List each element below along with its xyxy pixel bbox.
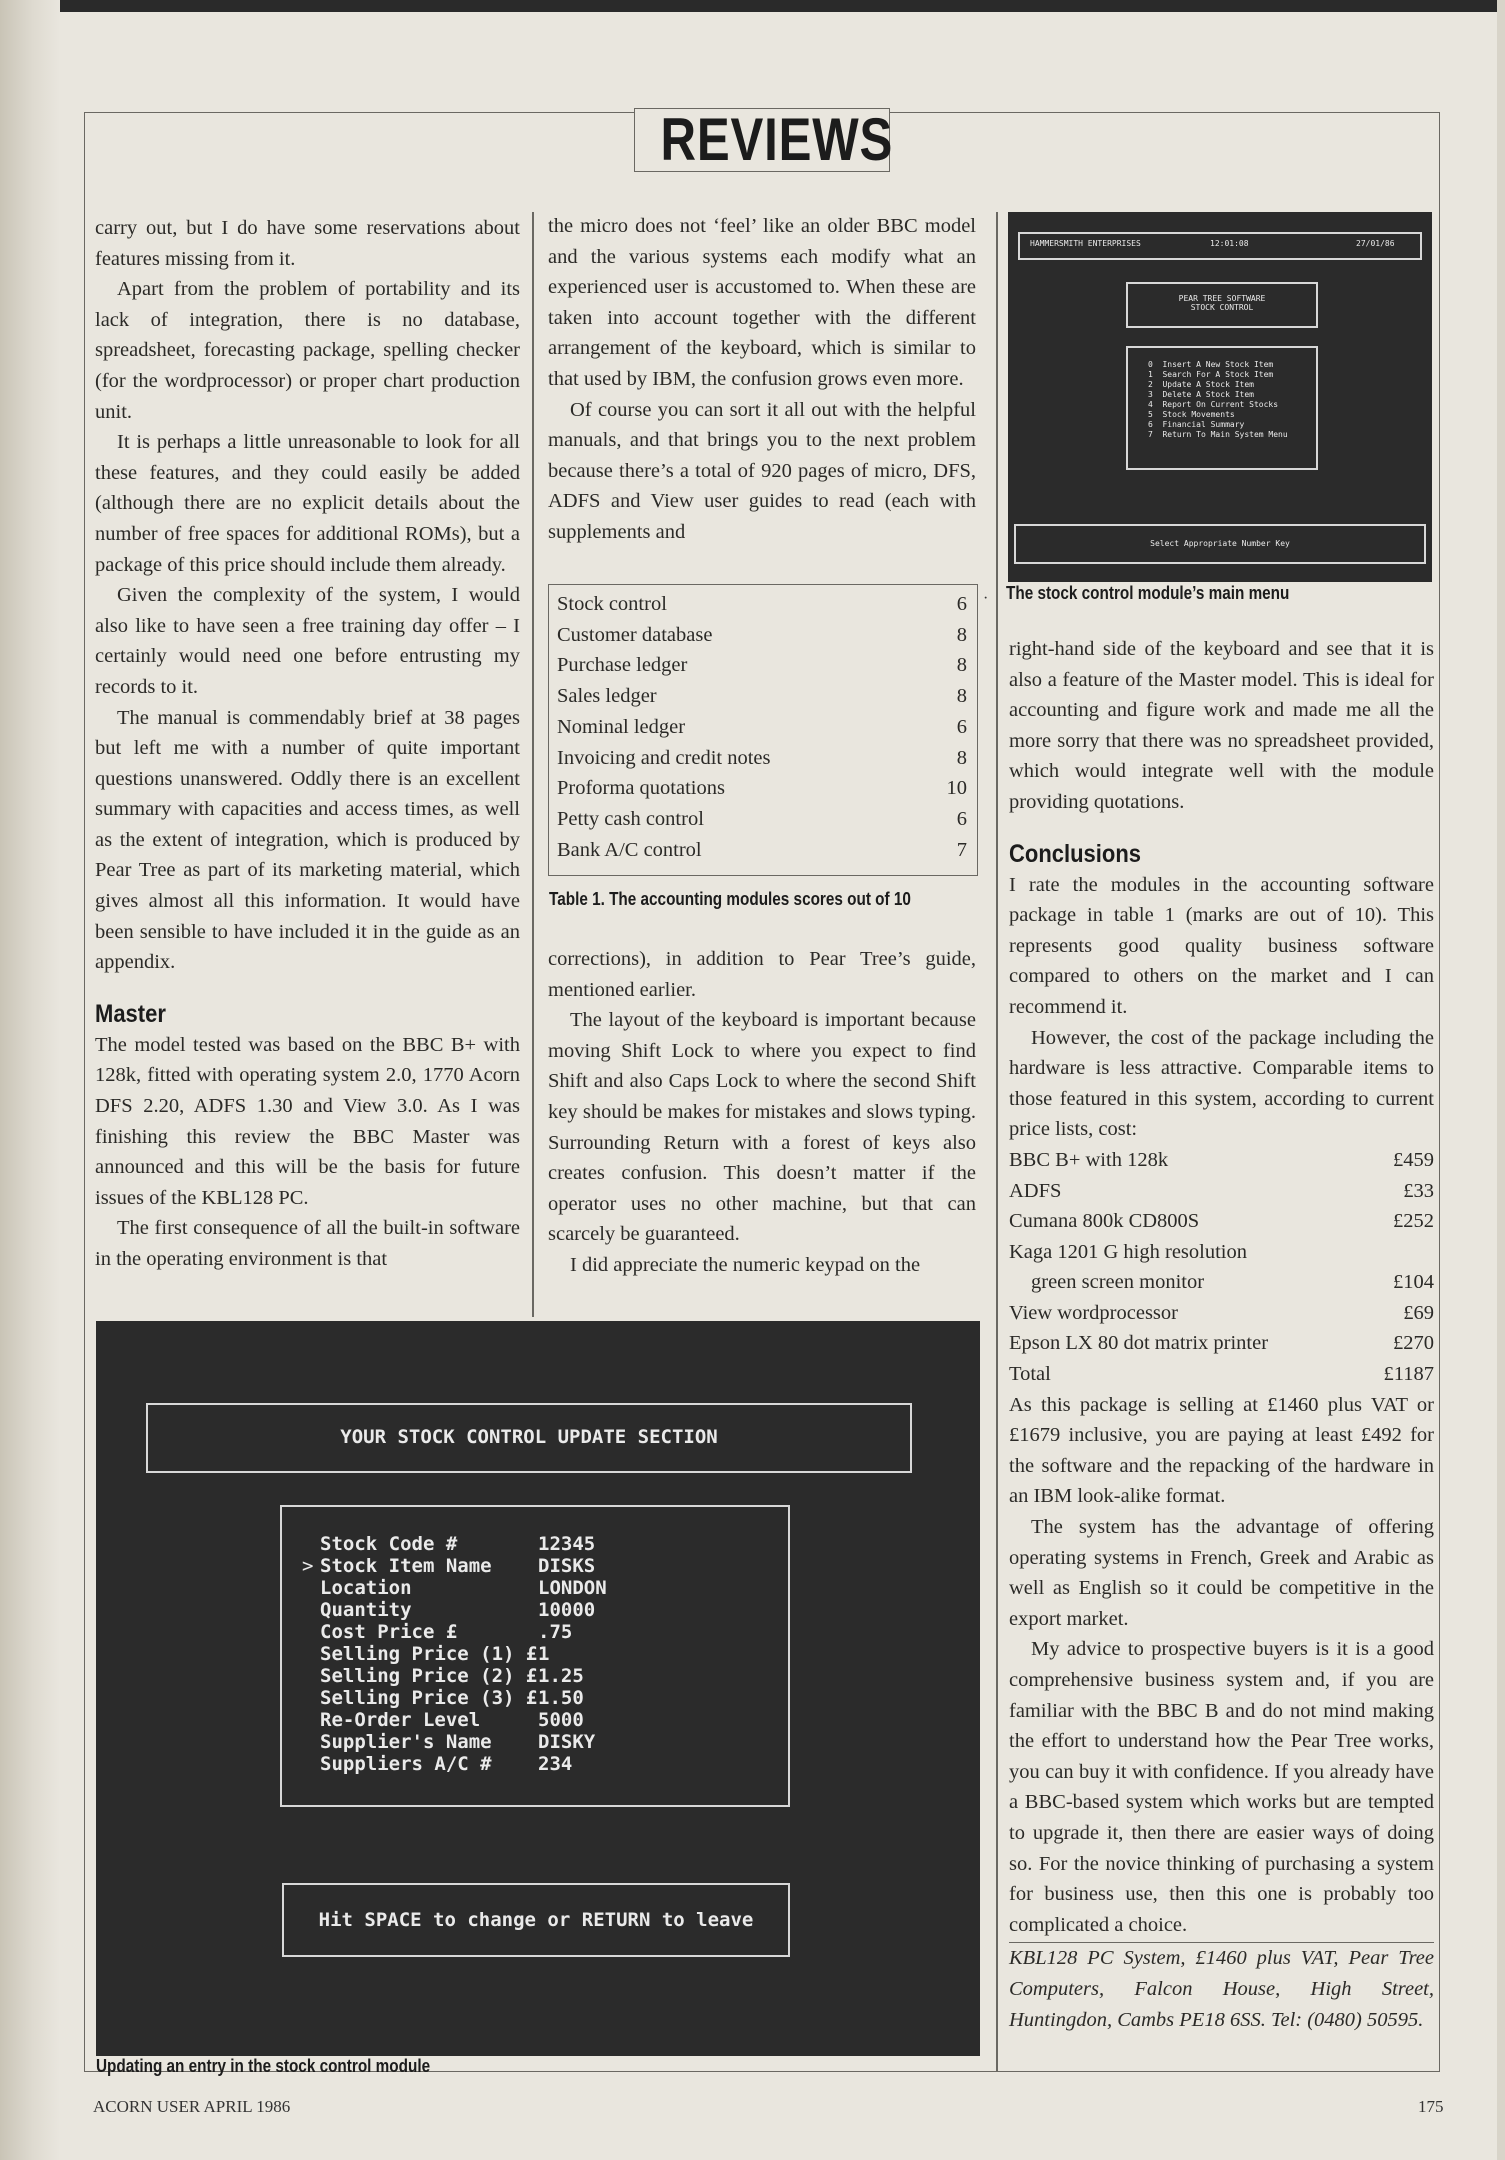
menu-option: 0 Insert A New Stock Item — [1148, 360, 1274, 369]
field-value: 12345 — [538, 1533, 596, 1555]
module-name: Stock control — [557, 593, 667, 615]
stock-update-screenshot — [96, 1321, 980, 2056]
field-marker — [302, 1643, 320, 1665]
paragraph: carry out, but I do have some reservations about features missing from it. — [95, 217, 520, 270]
page-number: 175 — [1418, 2097, 1444, 2116]
field-label: Suppliers A/C # — [320, 1753, 492, 1775]
price-row — [1009, 1145, 1434, 1176]
module-name: Sales ledger — [557, 685, 657, 708]
paragraph: Given the complexity of the system, I would also like to have seen a free training day offer – I certainly would need one before entrusting my records to it. — [95, 584, 520, 698]
field-label: Location — [320, 1577, 412, 1599]
column-2-top — [548, 211, 976, 548]
field-row — [302, 1555, 788, 1577]
section-masthead — [634, 106, 894, 173]
column-3 — [1009, 634, 1434, 2035]
field-row — [302, 1687, 788, 1709]
paragraph: Of course you can sort it all out with the helpful manuals, and that brings you to the next problem because there’s a total of 920 pages of micro, DFS, ADFS and View user guides to read (each with supplements and — [548, 398, 976, 543]
paragraph: I rate the modules in the accounting software package in table 1 (marks are out of 10). This represents good quality business software compared to others on the market and I can recommend it. — [1009, 873, 1434, 1018]
field-value: 1.25 — [538, 1665, 584, 1687]
field-marker — [302, 1621, 320, 1643]
price-item: View wordprocessor — [1009, 1301, 1178, 1324]
field-label: Cost Price £ — [320, 1621, 458, 1643]
price-value: £104 — [1393, 1271, 1434, 1294]
price-item: Total — [1009, 1363, 1051, 1386]
table-row — [557, 681, 967, 712]
module-name: Nominal ledger — [557, 715, 686, 738]
module-name: Customer database — [557, 623, 713, 646]
field-marker — [302, 1687, 320, 1709]
top-edge — [0, 0, 1505, 12]
column-divider — [996, 212, 998, 2072]
field-value: 1.50 — [538, 1687, 584, 1709]
field-value: 234 — [538, 1753, 573, 1775]
field-row — [302, 1533, 788, 1555]
screen-title-line: PEAR TREE SOFTWARE — [1178, 294, 1266, 303]
module-score: 8 — [956, 654, 967, 677]
screenshot-caption: The stock control module’s main menu — [1006, 583, 1290, 603]
paragraph: The model tested was based on the BBC B+ with 128k, fitted with operating system 2.0, 1770 Acorn DFS 2.20, ADFS 1.30 and View 3.0. As I was finishing this review the BBC Master was announced and this will be the basis for future issues of the KBL128 PC. — [95, 1033, 520, 1209]
price-item: ADFS — [1009, 1179, 1062, 1202]
field-row — [302, 1599, 788, 1621]
field-row — [302, 1753, 788, 1775]
paragraph: As this package is selling at £1460 plus VAT or £1679 inclusive, you are paying at least £492 for the software and the repacking of the hardware in an IBM look-alike format. — [1009, 1393, 1434, 1508]
paragraph: I did appreciate the numeric keypad on the — [570, 1253, 921, 1276]
paragraph: right-hand side of the keyboard and see that it is also a feature of the Master model. This is ideal for accounting and figure work and made me all the more sorry that there was no spreadsheet provided, which would integrate well with the module providing quotations. — [1009, 638, 1434, 813]
screen-company: HAMMERSMITH ENTERPRISES — [1030, 239, 1141, 248]
module-name: Proforma quotations — [557, 777, 725, 800]
field-value: DISKY — [538, 1731, 596, 1753]
field-value: 10000 — [538, 1599, 596, 1621]
paragraph: The manual is commendably brief at 38 pages but left me with a number of quite important questions unanswered. Oddly there is an excellent summary with capacities and access times, as well as the extent of integration, which is produced by Pear Tree as part of its marketing material, which gives almost all this information. It would have been sensible to have included it in the guide as an appendix. — [95, 706, 520, 974]
field-value: LONDON — [538, 1577, 607, 1599]
price-row — [1009, 1267, 1434, 1298]
table-row — [557, 650, 967, 681]
screen-fields-box — [280, 1505, 790, 1807]
field-value: 1 — [538, 1643, 550, 1665]
menu-option: 6 Financial Summary — [1148, 420, 1245, 429]
module-name: Bank A/C control — [557, 838, 702, 861]
paragraph: The first consequence of all the built-in software in the operating environment is that — [95, 1217, 520, 1270]
screen-title-box — [146, 1403, 912, 1473]
field-value: DISKS — [538, 1555, 596, 1577]
product-credit: KBL128 PC System, £1460 plus VAT, Pear Tree Computers, Falcon House, High Street, Huntingdon, Cambs PE18 6SS. Tel: (0480) 50595. — [1009, 1947, 1434, 2031]
menu-option: 4 Report On Current Stocks — [1148, 400, 1279, 409]
menu-option: 1 Search For A Stock Item — [1148, 370, 1274, 379]
paragraph: However, the cost of the package including the hardware is less attractive. Comparable items to those featured in this system, according to current price lists, cost: — [1009, 1026, 1434, 1141]
menu-option: 5 Stock Movements — [1148, 410, 1235, 419]
section-heading-conclusions: Conclusions — [1009, 839, 1142, 868]
price-row — [1009, 1328, 1434, 1359]
price-item: Epson LX 80 dot matrix printer — [1009, 1332, 1269, 1355]
field-marker — [302, 1753, 320, 1775]
field-row — [302, 1643, 788, 1665]
price-row — [1009, 1237, 1434, 1268]
price-value: £1187 — [1383, 1363, 1434, 1386]
field-value: 5000 — [538, 1709, 584, 1731]
price-value: £33 — [1403, 1179, 1434, 1202]
module-score: 8 — [956, 623, 967, 646]
menu-option: 7 Return To Main System Menu — [1148, 430, 1288, 439]
paragraph: The system has the advantage of offering operating systems in French, Greek and Arabic as well as English so it could be competitive in the export market. — [1009, 1516, 1434, 1630]
module-score: 6 — [956, 715, 967, 738]
field-marker — [302, 1577, 320, 1599]
table-caption: Table 1. The accounting modules scores out of 10 — [549, 889, 911, 909]
field-value: .75 — [538, 1621, 573, 1643]
screen-title: YOUR STOCK CONTROL UPDATE SECTION — [340, 1426, 718, 1448]
screen-menu-box — [1126, 346, 1318, 470]
paragraph: the micro does not ‘feel’ like an older BBC model and the various systems each modify what an experienced user is accustomed to. When these are taken into account together with the different arrangement of the keyboard, which is similar to that used by IBM, the confusion grows even more. — [548, 215, 976, 390]
table-row — [557, 712, 967, 743]
price-value: £270 — [1393, 1332, 1434, 1355]
price-item: Kaga 1201 G high resolution — [1009, 1240, 1247, 1263]
screen-prompt-box — [1014, 524, 1426, 564]
table-row — [557, 835, 967, 866]
price-list — [1009, 1145, 1434, 1390]
screen-footer-box — [282, 1883, 790, 1957]
price-value: £252 — [1393, 1210, 1434, 1233]
table-row — [557, 773, 967, 804]
field-label: Selling Price (3) £ — [320, 1687, 538, 1709]
column-1 — [95, 213, 520, 1275]
screen-title-line: STOCK CONTROL — [1190, 303, 1254, 312]
module-score: 7 — [956, 838, 967, 861]
section-heading-master: Master — [95, 999, 166, 1028]
paragraph: corrections), in addition to Pear Tree’s guide, mentioned earlier. — [548, 948, 976, 1001]
screen-date: 27/01/86 — [1356, 239, 1395, 248]
field-label: Selling Price (2) £ — [320, 1665, 538, 1687]
stray-dot: · — [983, 590, 989, 607]
screen-status-bar — [1018, 232, 1422, 260]
price-item: green screen monitor — [1031, 1271, 1205, 1294]
table-row — [557, 620, 967, 651]
module-name: Purchase ledger — [557, 654, 688, 677]
scores-table — [548, 584, 978, 876]
price-row — [1009, 1359, 1434, 1390]
module-score: 10 — [946, 777, 967, 800]
field-marker: > — [302, 1555, 314, 1577]
paragraph: It is perhaps a little unreasonable to look for all these features, and they could easily be added (although there are no explicit details about the number of free spaces for additional ROMs), but a package of this price should include them already. — [95, 431, 520, 576]
stock-menu-screenshot — [1008, 212, 1432, 582]
magazine-footer: ACORN USER APRIL 1986 — [93, 2097, 291, 2116]
field-row — [302, 1577, 788, 1599]
screen-time: 12:01:08 — [1210, 239, 1249, 248]
price-row — [1009, 1298, 1434, 1329]
field-row — [302, 1709, 788, 1731]
screen-title-box — [1126, 282, 1318, 328]
field-marker — [302, 1533, 320, 1555]
field-marker — [302, 1599, 320, 1621]
price-row — [1009, 1206, 1434, 1237]
field-label: Stock Item Name — [320, 1555, 492, 1577]
field-marker — [302, 1665, 320, 1687]
field-marker — [302, 1709, 320, 1731]
field-label: Stock Code # — [320, 1533, 458, 1555]
paragraph: My advice to prospective buyers is it is a good comprehensive business system and, if you are familiar with the BBC B and do not mind making the effort to understand how the Pear Tree works, you can buy it with confidence. If you already have a BBC-based system which works but are tempted to upgrade it, then there are easier ways of doing so. For the novice thinking of purchasing a system for business use, then this one is probably too complicated a choice. — [1009, 1638, 1434, 1936]
module-name: Invoicing and credit notes — [557, 746, 771, 769]
screen-prompt: Select Appropriate Number Key — [1150, 539, 1290, 548]
menu-option: 3 Delete A Stock Item — [1148, 390, 1254, 399]
module-name: Petty cash control — [557, 807, 704, 830]
paragraph: The layout of the keyboard is important because moving Shift Lock to where you expect to find Shift and also Caps Lock to where the second Shift key should be makes for mistakes and slows typing. Surrounding Return with a forest of keys also creates confusion. This doesn’t matter if the operator uses no other machine, but that can scarcely be guaranteed. — [548, 1009, 976, 1246]
table-row — [557, 804, 967, 835]
column-divider — [532, 212, 534, 1317]
screen-footer-prompt: Hit SPACE to change or RETURN to leave — [318, 1909, 754, 1931]
field-marker — [302, 1731, 320, 1753]
page-edge — [1497, 0, 1505, 2160]
field-label: Re-Order Level — [320, 1709, 481, 1731]
price-item: Cumana 800k CD800S — [1009, 1210, 1200, 1233]
column-2-bottom — [548, 944, 976, 1281]
field-row — [302, 1731, 788, 1753]
field-label: Selling Price (1) £ — [320, 1643, 538, 1665]
module-score: 8 — [956, 685, 967, 708]
field-label: Supplier's Name — [320, 1731, 492, 1753]
module-score: 6 — [956, 593, 967, 615]
masthead-title: REVIEWS — [660, 106, 894, 173]
field-label: Quantity — [320, 1599, 412, 1621]
paragraph: Apart from the problem of portability and its lack of integration, there is no database, spreadsheet, forecasting package, spelling checker (for the wordprocessor) or proper chart production unit. — [95, 278, 520, 423]
price-row — [1009, 1176, 1434, 1207]
module-score: 8 — [956, 746, 967, 769]
page-binding-shadow — [0, 0, 60, 2160]
price-value: £459 — [1393, 1148, 1434, 1171]
price-value: £69 — [1403, 1301, 1434, 1324]
module-score: 6 — [956, 807, 967, 830]
table-row — [557, 589, 967, 620]
screenshot-caption: Updating an entry in the stock control module — [96, 2056, 431, 2076]
field-row — [302, 1621, 788, 1643]
table-row — [557, 743, 967, 774]
field-row — [302, 1665, 788, 1687]
menu-option: 2 Update A Stock Item — [1148, 380, 1254, 389]
price-item: BBC B+ with 128k — [1009, 1148, 1169, 1171]
